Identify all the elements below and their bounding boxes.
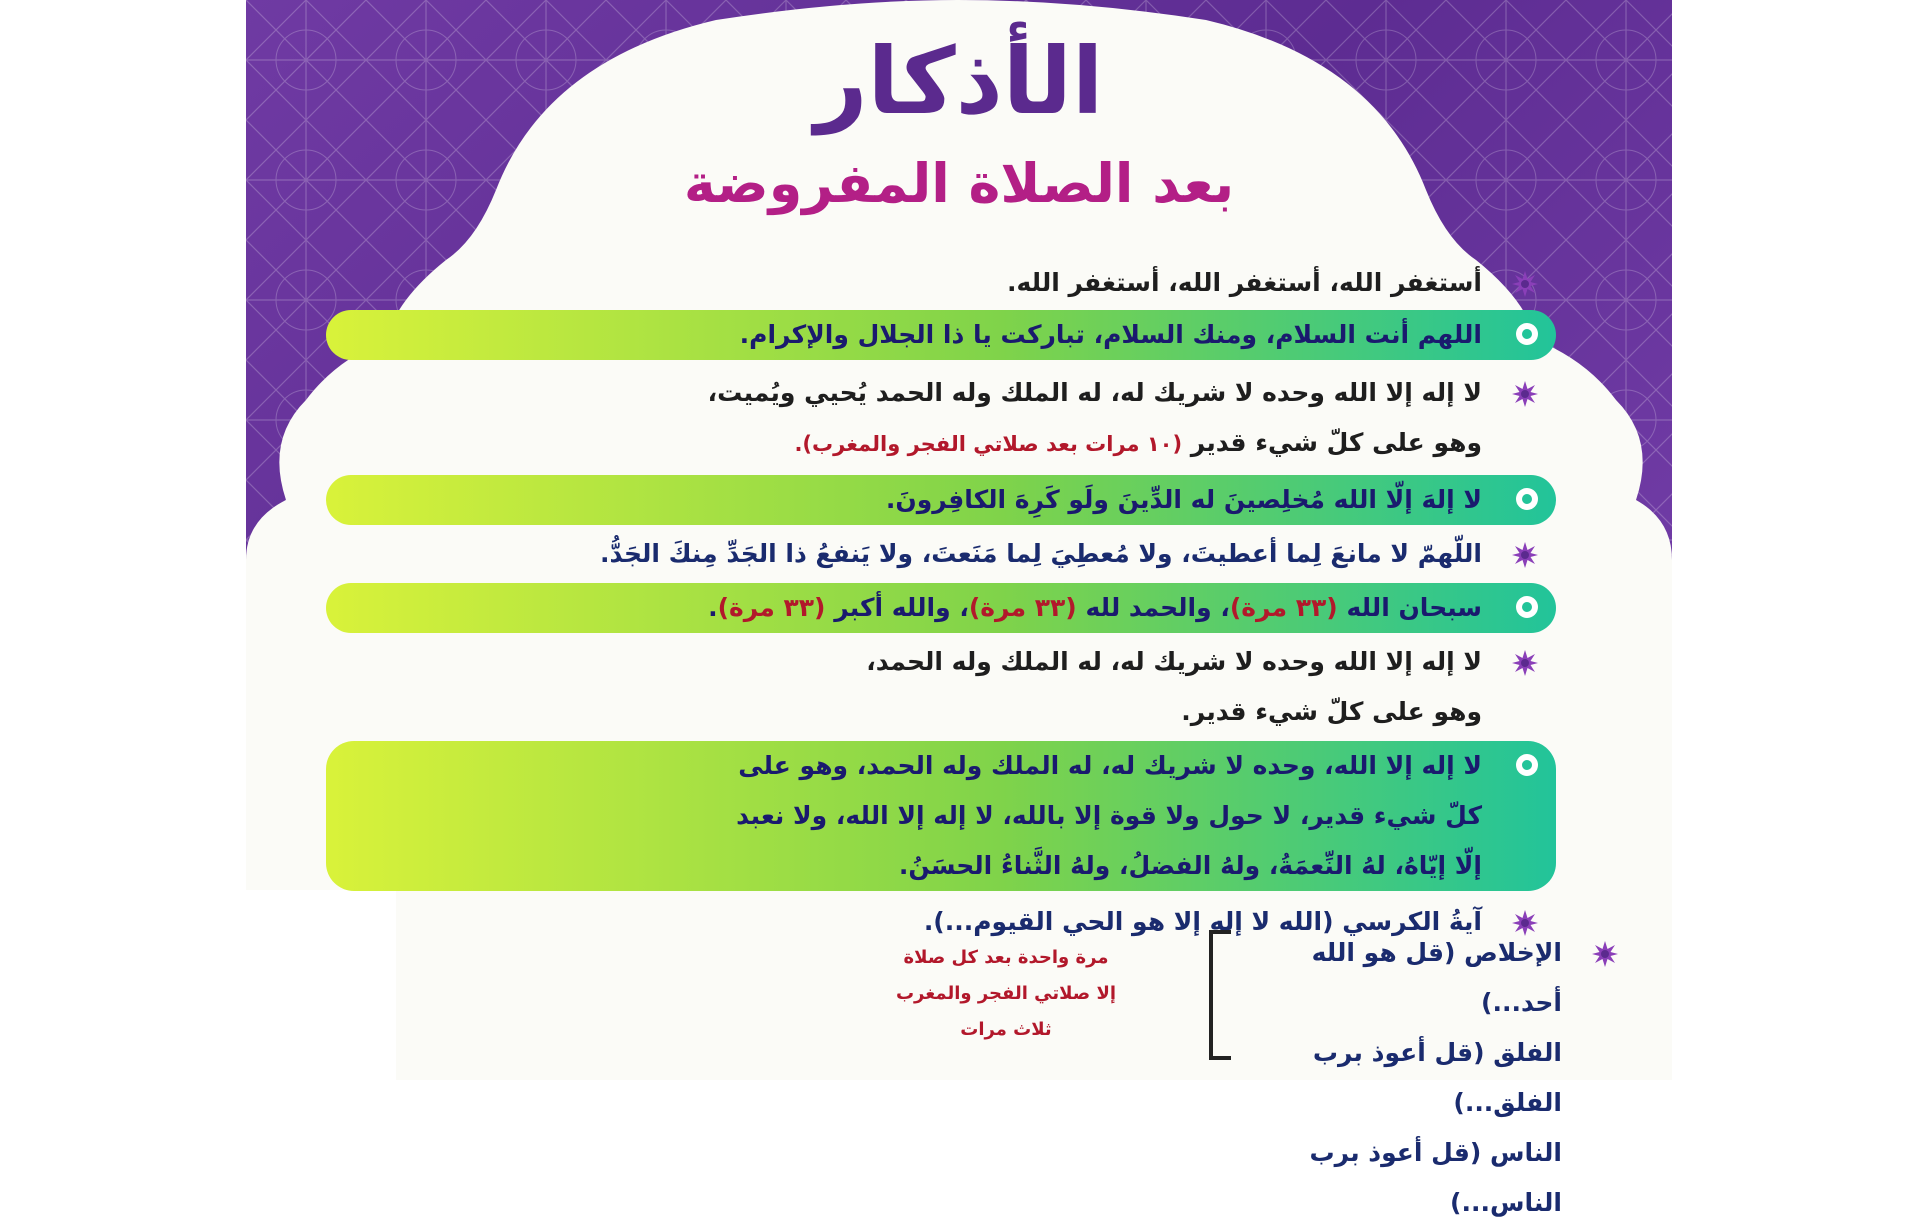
list-item (326, 529, 1556, 579)
item-text: أستغفر الله، أستغفر الله، أستغفر الله. (1006, 268, 1482, 297)
quls-list (1236, 928, 1636, 1228)
flower-icon (1514, 321, 1540, 347)
item-text: اللهم أنت السلام، ومنك السلام، تباركت يا ذا الجلال والإكرام. (739, 320, 1482, 349)
count-badge: (٣٣ مرة) (1229, 593, 1338, 622)
list-item-band (326, 310, 1556, 360)
qul-item (1236, 1128, 1636, 1228)
qul-item (1236, 928, 1636, 1028)
starburst-icon (1512, 542, 1538, 568)
qul-text: الإخلاص (قل هو الله أحد...) (1311, 938, 1562, 1017)
item-text (326, 418, 1482, 469)
item-note: (١٠ مرات بعد صلاتي الفجر والمغرب). (794, 432, 1183, 456)
item-text: وهو على كلّ شيء قدير. (1181, 697, 1482, 726)
count-badge: (٣٣ مرة) (968, 593, 1077, 622)
count-badge: (٣٣ مرة) (717, 593, 826, 622)
side-note-line: مرة واحدة بعد كل صلاة (903, 947, 1109, 968)
item-text (326, 583, 1482, 633)
item-text: لا إله إلا الله، وحده لا شريك له، له الملك وله الحمد، وهو على (738, 751, 1482, 780)
qul-item (1236, 1028, 1636, 1128)
starburst-icon (1512, 271, 1538, 297)
side-note-line: إلا صلاتي الفجر والمغرب (895, 983, 1117, 1004)
flower-icon (1514, 486, 1540, 512)
starburst-icon (1512, 381, 1538, 407)
tasbih-text: سبحان الله (1346, 593, 1482, 622)
qul-text: الفلق (قل أعوذ برب الفلق...) (1312, 1038, 1562, 1117)
item-text-part: وهو على كلّ شيء قدير (1190, 428, 1482, 457)
page-title: الأذكار (814, 28, 1104, 135)
end-period: . (708, 593, 718, 622)
list-item (326, 368, 1556, 469)
flower-icon (1514, 752, 1540, 778)
side-note (816, 940, 1196, 1048)
bracket (1209, 930, 1231, 1060)
starburst-icon (1592, 941, 1618, 967)
starburst-icon (1512, 650, 1538, 676)
takbir-text: ، والله أكبر (834, 593, 969, 622)
tahmid-text: ، والحمد لله (1085, 593, 1230, 622)
item-text: لا إله إلا الله وحده لا شريك له، له الملك وله الحمد، (866, 647, 1482, 676)
adhkar-list (326, 258, 1556, 947)
list-item (326, 258, 1556, 308)
list-item-band (326, 741, 1556, 891)
item-text: اللّهمّ لا مانعَ لِما أعطيتَ، ولا مُعطِيَ لِما مَنَعتَ، ولا يَنفعُ ذا الجَدِّ مِنكَ الجَدُّ. (600, 539, 1482, 568)
flower-icon (1514, 594, 1540, 620)
item-text: إلّا إيّاهُ، لهُ النِّعمَةُ، ولهُ الفضلُ، ولهُ الثَّناءُ الحسَنُ. (898, 851, 1482, 880)
item-text: لا إله إلا الله وحده لا شريك له، له الملك وله الحمد يُحيي ويُميت، (707, 378, 1482, 407)
qul-text: الناس (قل أعوذ برب الناس...) (1309, 1138, 1562, 1217)
list-item-band (326, 583, 1556, 633)
list-item-band (326, 475, 1556, 525)
item-text: لا إلهَ إلّا الله مُخلِصينَ له الدِّينَ ولَو كَرِهَ الكافِرونَ. (885, 485, 1482, 514)
page-subtitle: بعد الصلاة المفروضة (683, 152, 1235, 215)
list-item (326, 637, 1556, 737)
poster (246, 0, 1672, 1217)
side-note-line: ثلاث مرات (960, 1019, 1052, 1040)
item-text: كلّ شيء قدير، لا حول ولا قوة إلا بالله، لا إله إلا الله، ولا نعبد (736, 801, 1482, 830)
item-text: آيةُ الكرسي (الله لا إله إلا هو الحي القيوم...). (923, 907, 1482, 936)
